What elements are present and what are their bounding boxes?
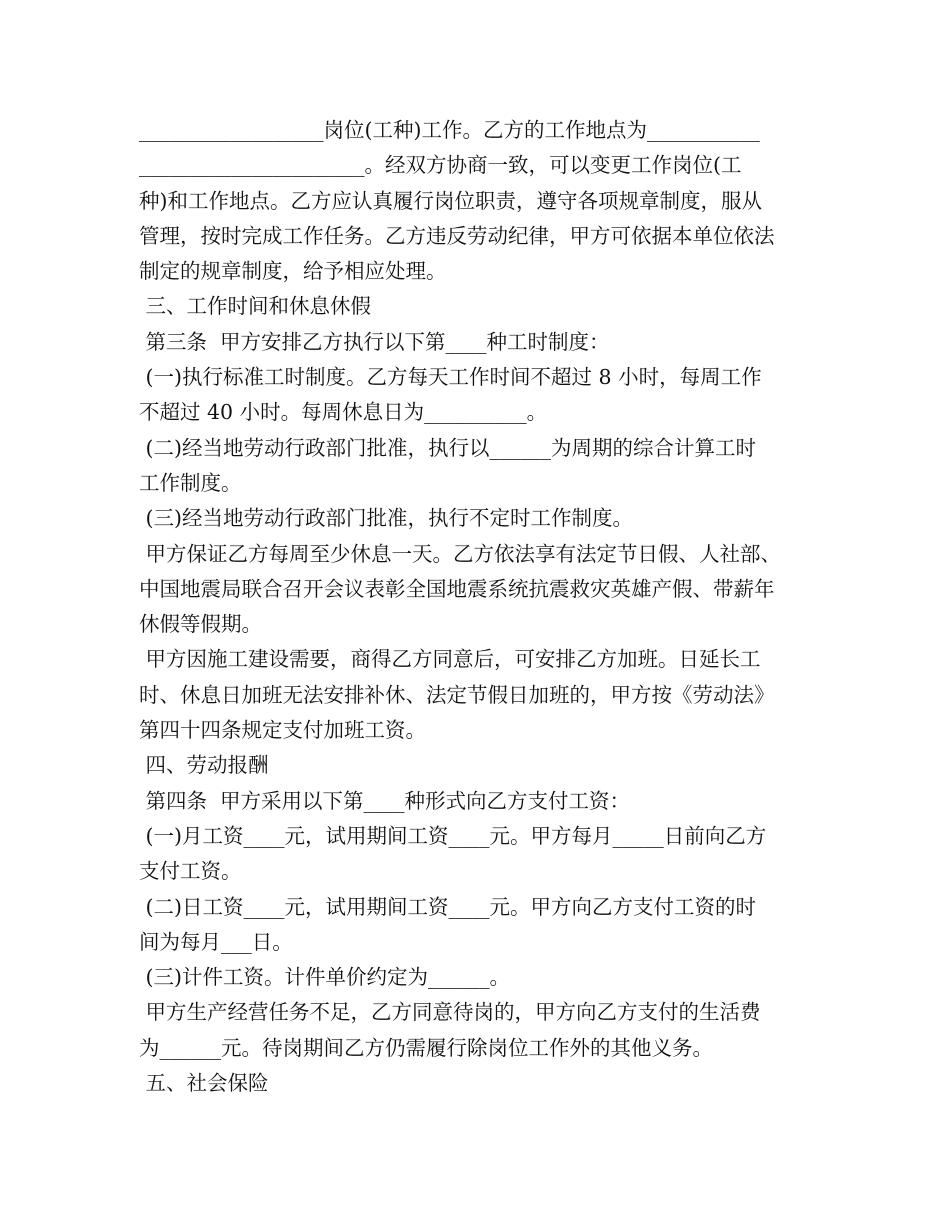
text-line: 制定的规章制度，给予相应处理。 bbox=[139, 259, 447, 284]
text-line: 休假等假期。 bbox=[139, 612, 262, 637]
text-line: __________________岗位(工种)工作。乙方的工作地点为___________ bbox=[139, 118, 760, 142]
text-line: 甲方生产经营任务不足，乙方同意待岗的，甲方向乙方支付的生活费 bbox=[139, 1000, 761, 1025]
text-line: 支付工资。 bbox=[139, 859, 242, 884]
article-3: 第三条 甲方安排乙方执行以下第____种工时制度： bbox=[139, 329, 610, 354]
section-heading-5: 五、社会保险 bbox=[139, 1071, 269, 1096]
text-line: (二)日工资____元，试用期间工资____元。甲方向乙方支付工资的时 bbox=[139, 894, 757, 919]
text-line: (三)计件工资。计件单价约定为______。 bbox=[139, 965, 511, 990]
text-line: 不超过 40 小时。每周休息日为__________。 bbox=[139, 400, 548, 425]
section-heading-4: 四、劳动报酬 bbox=[139, 753, 269, 778]
article-4: 第四条 甲方采用以下第____种形式向乙方支付工资： bbox=[139, 788, 631, 813]
text-line: 工作制度。 bbox=[139, 470, 242, 495]
text-line: (二)经当地劳动行政部门批准，执行以______为周期的综合计算工时 bbox=[139, 435, 757, 460]
text-line: (三)经当地劳动行政部门批准，执行不定时工作制度。 bbox=[139, 506, 634, 531]
contract-text bbox=[139, 113, 819, 1101]
text-line: 甲方保证乙方每周至少休息一天。乙方依法享有法定节日假、人社部、 bbox=[139, 541, 782, 566]
text-line: 为______元。待岗期间乙方仍需履行除岗位工作外的其他义务。 bbox=[139, 1035, 713, 1060]
text-line: 中国地震局联合召开会议表彰全国地震系统抗震救灾英雄产假、带薪年 bbox=[139, 576, 775, 601]
text-line: (一)执行标准工时制度。乙方每天工作时间不超过 8 小时，每周工作 bbox=[139, 365, 762, 390]
text-line: 甲方因施工建设需要，商得乙方同意后，可安排乙方加班。日延长工 bbox=[139, 647, 761, 672]
text-line: 时、休息日加班无法安排补休、法定节假日加班的，甲方按《劳动法》 bbox=[139, 682, 775, 707]
text-line: 间为每月___日。 bbox=[139, 929, 293, 954]
text-line: 第四十四条规定支付加班工资。 bbox=[139, 718, 426, 743]
text-line: (一)月工资____元，试用期间工资____元。甲方每月_____日前向乙方 bbox=[139, 823, 767, 848]
section-heading-3: 三、工作时间和休息休假 bbox=[139, 294, 372, 319]
text-line: ______________________。经双方协商一致，可以变更工作岗位(工 bbox=[139, 153, 742, 178]
text-line: 管理，按时完成工作任务。乙方违反劳动纪律，甲方可依据本单位依法 bbox=[139, 223, 775, 248]
text-line: 种)和工作地点。乙方应认真履行岗位职责，遵守各项规章制度，服从 bbox=[139, 188, 762, 213]
